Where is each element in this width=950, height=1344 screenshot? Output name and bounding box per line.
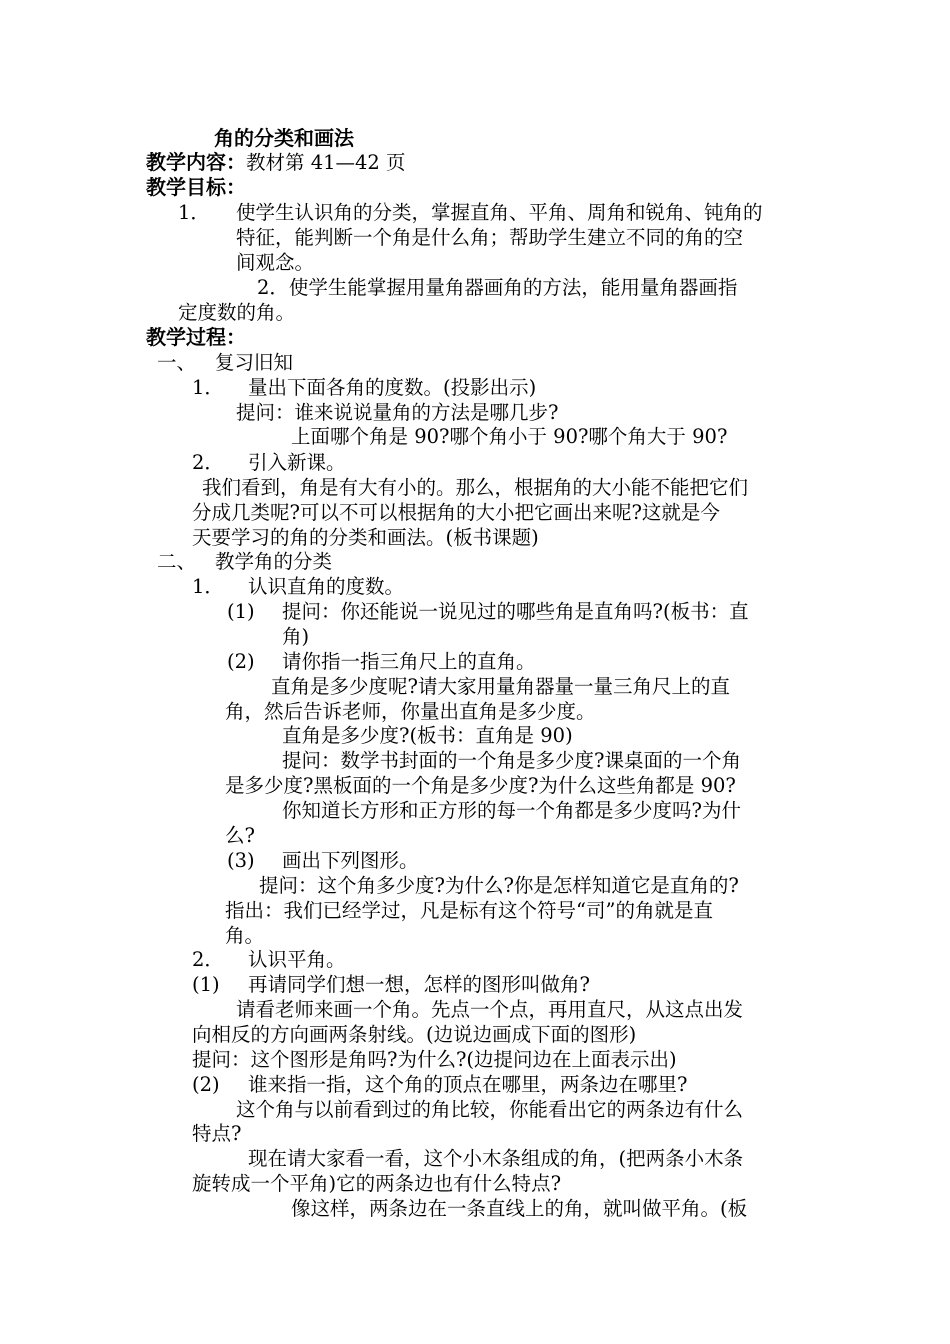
goal-1-number: 1． <box>178 201 210 224</box>
paragraph-line: 角。 <box>225 924 265 947</box>
document-title: 角的分类和画法 <box>214 126 354 150</box>
teaching-content-label: 教学内容： <box>146 150 246 174</box>
goal-1-line: 间观念。 <box>236 251 315 274</box>
paragraph-line: 现在请大家看一看，这个小木条组成的角，(把两条小木条 <box>248 1147 744 1170</box>
paragraph-line: 请看老师来画一个角。先点一个点，再用直尺，从这点出发 <box>236 998 744 1021</box>
paragraph-line: 指出：我们已经学过，凡是标有这个符号“司”的角就是直 <box>225 899 713 922</box>
paragraph-line: 特点? <box>192 1122 242 1145</box>
section-1-number: 一、 <box>157 351 197 374</box>
subitem-number: (2) <box>227 650 255 673</box>
subitem-number: (1) <box>227 600 255 623</box>
teaching-process-label: 教学过程： <box>146 325 246 349</box>
paragraph-line: 直角是多少度呢?请大家用量角器量一量三角尺上的直 <box>271 675 730 698</box>
subitem-text: 谁来指一指，这个角的顶点在哪里，两条边在哪里? <box>248 1073 688 1096</box>
item-text: 认识直角的度数。 <box>248 575 405 598</box>
goal-1-line: 使学生认识角的分类，掌握直角、平角、周角和锐角、钝角的 <box>236 201 763 224</box>
item-number: 2． <box>192 451 224 474</box>
section-2-title: 教学角的分类 <box>215 550 333 573</box>
item-number: 1． <box>192 575 224 598</box>
section-2-number: 二、 <box>157 550 197 573</box>
item-text: 量出下面各角的度数。(投影出示) <box>248 376 537 399</box>
paragraph-line: 提问：数学书封面的一个角是多少度?课桌面的一个角 <box>282 749 741 772</box>
paragraph-line: 这个角与以前看到过的角比较，你能看出它的两条边有什么 <box>236 1098 744 1121</box>
goal-2-line: 定度数的角。 <box>178 301 296 324</box>
paragraph-line: 旋转成一个平角)它的两条边也有什么特点? <box>192 1172 562 1195</box>
item-number: 1． <box>192 376 224 399</box>
paragraph-line: 天要学习的角的分类和画法。(板书课题) <box>192 526 539 549</box>
paragraph-line: 么? <box>225 824 255 847</box>
paragraph-line: 向相反的方向画两条射线。(边说边画成下面的图形) <box>192 1023 637 1046</box>
subitem-text: 再请同学们想一想，怎样的图形叫做角? <box>248 973 590 996</box>
paragraph-line: 分成几类呢?可以不可以根据角的大小把它画出来呢?这就是今 <box>192 501 720 524</box>
paragraph-line: 直角是多少度?(板书：直角是 90) <box>282 724 573 747</box>
subitem-number: (1) <box>192 973 220 996</box>
paragraph-line: 提问：谁来说说量角的方法是哪几步? <box>236 401 559 424</box>
teaching-goals-label: 教学目标： <box>146 175 246 199</box>
item-text: 认识平角。 <box>248 948 346 971</box>
subitem-text: 请你指一指三角尺上的直角。 <box>282 650 536 673</box>
paragraph-line: 角，然后告诉老师，你量出直角是多少度。 <box>225 700 596 723</box>
paragraph-line: 角) <box>282 625 310 648</box>
paragraph-line: 你知道长方形和正方形的每一个角都是多少度吗?为什 <box>282 799 741 822</box>
section-1-title: 复习旧知 <box>215 351 294 374</box>
paragraph-line: 提问：这个图形是角吗?为什么?(边提问边在上面表示出) <box>192 1048 677 1071</box>
goal-2-line: 2．使学生能掌握用量角器画角的方法，能用量角器画指 <box>257 276 738 299</box>
item-text: 引入新课。 <box>248 451 346 474</box>
subitem-number: (3) <box>227 849 255 872</box>
subitem-text: 画出下列图形。 <box>282 849 419 872</box>
paragraph-line: 上面哪个角是 90?哪个角小于 90?哪个角大于 90? <box>291 425 728 448</box>
subitem-number: (2) <box>192 1073 220 1096</box>
teaching-content-text: 教材第 41—42 页 <box>246 151 406 174</box>
item-number: 2． <box>192 948 224 971</box>
paragraph-line: 像这样，两条边在一条直线上的角，就叫做平角。(板 <box>291 1197 748 1220</box>
paragraph-line: 提问：这个角多少度?为什么?你是怎样知道它是直角的? <box>259 874 739 897</box>
goal-1-line: 特征，能判断一个角是什么角；帮助学生建立不同的角的空 <box>236 226 744 249</box>
teaching-content <box>146 150 406 175</box>
paragraph-line: 我们看到，角是有大有小的。那么，根据角的大小能不能把它们 <box>202 476 749 499</box>
paragraph-line: 提问：你还能说一说见过的哪些角是直角吗?(板书：直 <box>282 600 749 623</box>
paragraph-line: 是多少度?黑板面的一个角是多少度?为什么这些角都是 90? <box>225 774 736 797</box>
